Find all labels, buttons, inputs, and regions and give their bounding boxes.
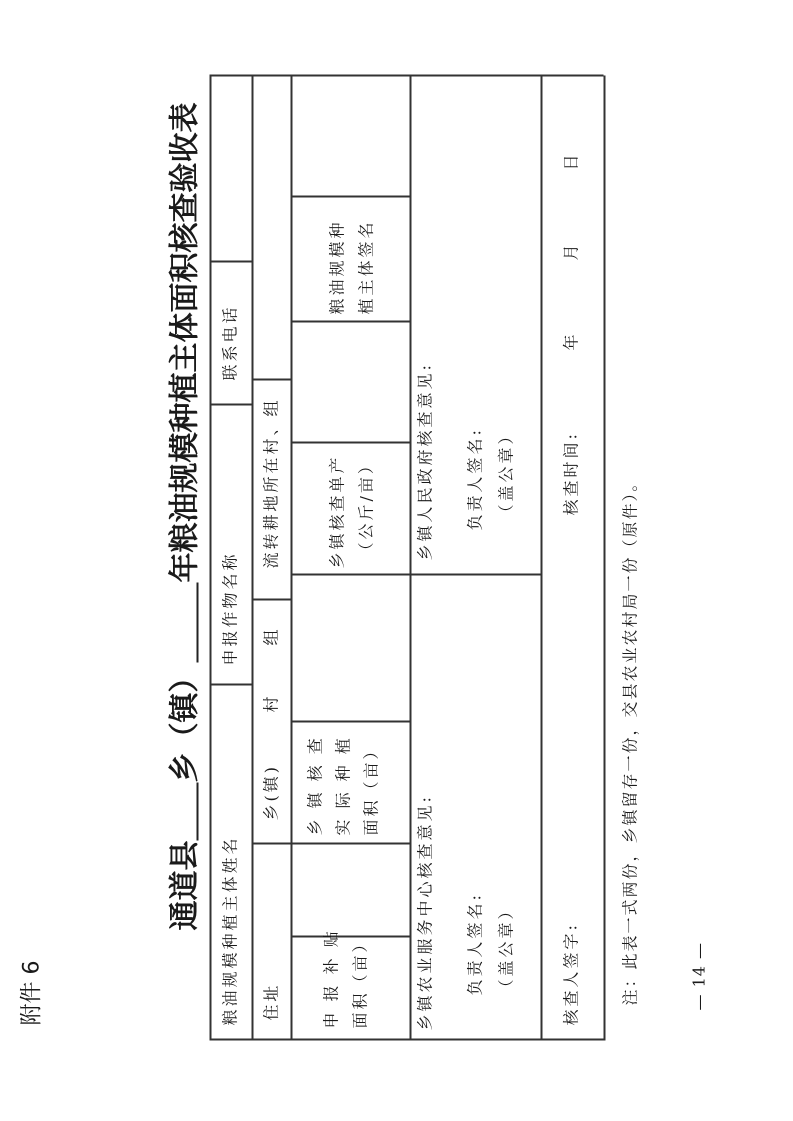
actual-area-label: 乡 镇 核 查 实 际 种 植 面积（亩） xyxy=(305,735,381,836)
col-divider xyxy=(210,684,252,686)
check-time-label: 核查时间: xyxy=(561,431,581,516)
page-number: — 14 — xyxy=(689,941,709,1011)
col-divider xyxy=(410,574,541,576)
village-unit: 村 xyxy=(261,693,281,713)
table-border-left xyxy=(210,1039,604,1041)
gov-resp-sign: 负责人签名: xyxy=(465,427,485,531)
declared-area-label: 申 报 补 贴 面积（亩） xyxy=(321,928,370,1029)
unit-yield-label: 乡镇核查单产 （公斤/亩） xyxy=(327,454,376,569)
row-divider xyxy=(541,76,543,1041)
page-title xyxy=(160,102,204,931)
col-divider xyxy=(252,843,291,845)
township-blank xyxy=(171,783,199,841)
crop-label: 申报作物名称 xyxy=(220,551,240,666)
year-blank xyxy=(171,583,199,663)
group-unit: 组 xyxy=(261,626,281,646)
col-divider xyxy=(252,599,291,601)
phone-label: 联系电话 xyxy=(220,304,240,381)
checker-signature-label: 核查人签字: xyxy=(561,922,581,1026)
row-divider xyxy=(410,76,412,1041)
service-center-opinion-label: 乡镇农业服务中心核查意见: xyxy=(415,794,435,1031)
township-unit: 乡(镇) xyxy=(261,764,281,821)
col-divider xyxy=(210,261,252,263)
gov-opinion-label: 乡镇人民政府核查意见: xyxy=(415,362,435,561)
row-divider xyxy=(252,76,254,1041)
month-label: 月 xyxy=(561,241,581,261)
footer-note: 注：此表一式两份，乡镇留存一份，交县农业农村局一份（原件）。 xyxy=(620,473,640,1006)
day-label: 日 xyxy=(561,151,581,171)
col-divider xyxy=(291,442,410,444)
table-border-right xyxy=(210,75,604,77)
col-divider xyxy=(291,321,410,323)
col-divider xyxy=(291,721,410,723)
address-label: 住址 xyxy=(261,982,281,1021)
grower-signature-label: 粮油规模种 植主体签名 xyxy=(327,219,376,315)
name-label: 粮油规模种植主体姓名 xyxy=(220,835,240,1026)
title-township: 乡（镇） xyxy=(167,662,203,783)
service-center-seal: （盖公章） xyxy=(496,900,516,996)
col-divider xyxy=(291,574,410,576)
attachment-label: 附件 6 xyxy=(19,960,45,1026)
col-divider xyxy=(252,379,291,381)
transfer-location-label: 流转耕地所在村、组 xyxy=(261,397,281,569)
col-divider xyxy=(291,843,410,845)
row-divider xyxy=(291,76,293,1041)
table-border-top xyxy=(210,76,212,1041)
col-divider xyxy=(291,196,410,198)
title-county: 通道县 xyxy=(167,840,203,931)
year-label: 年 xyxy=(561,331,581,351)
col-divider xyxy=(210,404,252,406)
table-border-bottom xyxy=(604,76,606,1041)
title-suffix: 年粮油规模种植主体面积核查验收表 xyxy=(167,102,203,583)
gov-seal: （盖公章） xyxy=(496,425,516,521)
service-center-resp-sign: 负责人签名: xyxy=(465,892,485,996)
